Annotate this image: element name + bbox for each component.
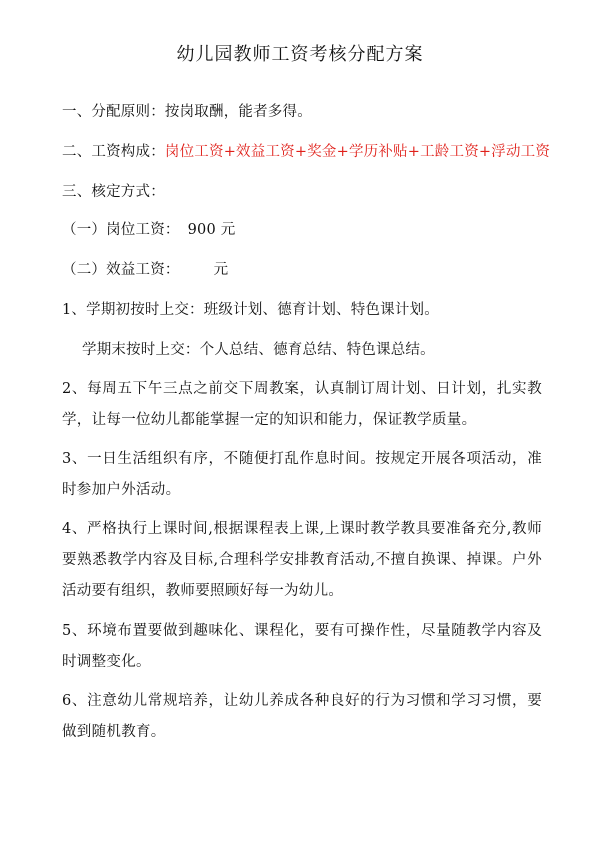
section-label: 一、分配原则：	[62, 104, 165, 120]
rule-6: 6、注意幼儿常规培养，让幼儿养成各种良好的行为习惯和学习习惯，要做到随机教育。	[62, 693, 542, 740]
item-position-salary	[62, 216, 235, 244]
rule-5: 5、环境布置要做到趣味化、课程化，要有可操作性，尽量随教学内容及时调整变化。	[62, 623, 542, 670]
section-assessment-method	[62, 178, 165, 206]
section-label: 二、工资构成：	[62, 144, 165, 160]
rule-3: 3、一日生活组织有序，不随便打乱作息时间。按规定开展各项活动，准时参加户外活动。	[62, 451, 542, 498]
rule-2: 2、每周五下午三点之前交下周教案，认真制订周计划、日计划，扎实教学，让每一位幼儿都能掌握一定的知识和能力，保证教学质量。	[62, 381, 542, 428]
section-text: 按岗取酬，能者多得。	[164, 104, 312, 120]
item-performance-salary	[62, 256, 228, 284]
document-title: 幼儿园教师工资考核分配方案	[176, 44, 424, 65]
item-label: （二）效益工资：	[62, 262, 180, 278]
item-value: 900 元	[187, 222, 236, 238]
rule-4: 4、严格执行上课时间,根据课程表上课,上课时教学教具要准备充分,教师要熟悉教学内容及目标,合理科学安排教育活动,不擅自换课、掉课。户外活动要有组织，教师要照顾好每一为幼儿。	[62, 521, 542, 599]
rule-1-continued	[82, 336, 435, 364]
salary-composition-text: 岗位工资+效益工资+奖金+学历补贴+工龄工资+浮动工资	[164, 144, 551, 160]
section-label: 三、核定方式：	[62, 184, 165, 200]
item-label: （一）岗位工资：	[62, 222, 180, 238]
section-salary-composition	[62, 138, 550, 166]
item-value: 元	[213, 262, 229, 278]
section-distribution-principle	[62, 98, 312, 126]
rule-1	[62, 296, 439, 324]
rule-text: 1、学期初按时上交：班级计划、德育计划、特色课计划。	[62, 302, 439, 318]
rule-text: 学期末按时上交：个人总结、德育总结、特色课总结。	[82, 342, 435, 358]
